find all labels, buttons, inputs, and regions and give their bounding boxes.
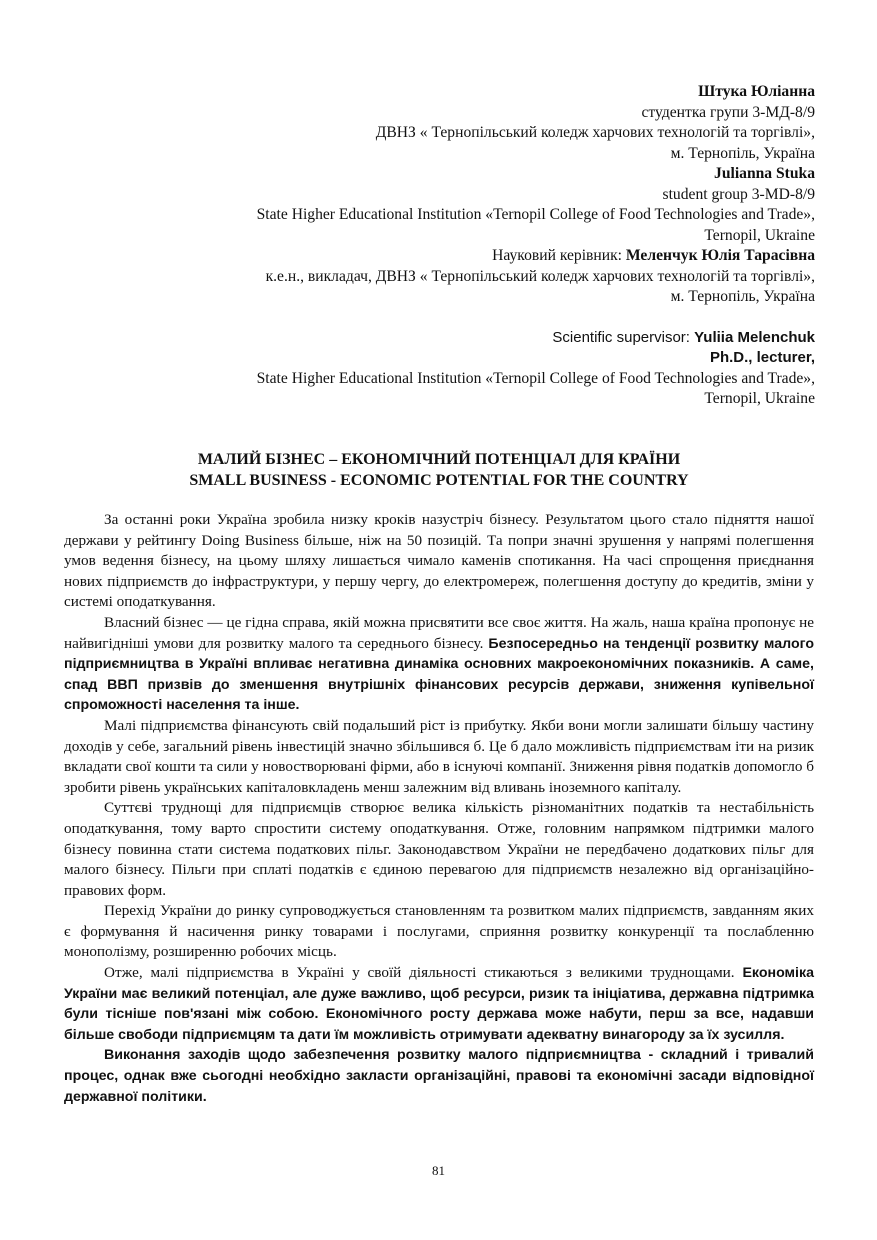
supervisor-city-en: Ternopil, Ukraine [704,390,815,407]
supervisor-name-ua: Меленчук Юлія Тарасівна [625,247,815,264]
supervisor-position-ua: к.е.н., викладач, ДВНЗ « Тернопільський коледж харчових технологій та торгівлі», [265,267,815,285]
supervisor-label-en: Scientific supervisor: [552,328,695,346]
author-institution-en: State Higher Educational Institution «Ternopil College of Food Technologies and Trade», [256,206,815,223]
article-title [100,449,778,491]
author-institution-ua: ДВНЗ « Тернопільський коледж харчових технологій та торгівлі», [375,124,815,141]
paragraph-6: Отже, малі підприємства в Україні у своїй діяльності стикаються з великими труднощами. Економіка України має великий потенціал, але дуже важливо, щоб ресурси, ризик та ініціатива, державна підтримка були тісніше пов'язані між собою. Економічного росту держава може набути, перш за все, надавши більше свободи підприємцям та дати їм можливість отримувати адекватну винагороду за їх зусилля. [64,964,814,1043]
paragraph-1: За останні роки Україна зробила низку кроків назустріч бізнесу. Результатом цього стало підняття нашої держави у рейтингу Doing Business більше, ніж на 50 позицій. Та попри значні зрушення у напрямі полегшення умов ведення бізнесу, на цьому шляху лишається чимало каменів спотикання. На часі спрощення приєднання нових підприємств до інфраструктури, у першу чергу, до електромереж, полегшення доступу до кредитів, зміни у системі оподаткування. [64,511,814,611]
paragraph-4: Суттєві труднощі для підприємців створює велика кількість різноманітних податків та нестабільність оподаткування, тому варто спростити систему оподаткування. Отже, головним напрямком підтримки малого бізнесу повинна стати система податкових пільг. Законодавством України не передбачено додаткових пільг для малого бізнесу. Пільги при сплаті податків є єдиною перевагою для підприємств незалежно від організаційно-правових форм. [64,799,814,899]
author-city-ua: м. Тернопіль, Україна [670,144,815,162]
page-number: 81 [432,1163,445,1178]
paragraph-3: Малі підприємства фінансують свій подальший ріст із прибутку. Якби вони могли залишати більшу частину доходів у себе, загальний рівень інвестицій значно збільшився б. Це б дало можливість підприємствам іти на ризик вкладати свої кошти та сили у новостворювані фірми, або в існуючі компанії. Зниження рівня податків допомогло б зробити рівень українських капіталовкладень менш залежним від вливань іноземного капіталу. [64,716,814,796]
supervisor-institution-en: State Higher Educational Institution «Ternopil College of Food Technologies and Trade», [256,369,815,387]
paragraph-5: Перехід України до ринку супроводжується становленням та розвитком малих підприємств, завданням яких є формування й насичення ринку товарами і послугами, сприяння розвитку конкуренції та послабленню монополізму, розширенню робочих місць. [64,902,814,961]
supervisor-label-ua: Науковий керівник: [492,247,626,264]
author-city-en: Ternopil, Ukraine [704,226,815,244]
supervisor-line-en [100,328,815,349]
supervisor-name-en: Yuliia Melenchuk [694,328,815,346]
paragraph-2-emphasis: Безпосередньо на тенденції розвитку малого підприємництва в Україні впливає негативна динаміка основних макроекономічних показників. А саме, спад ВВП призвів до зменшення внутрішніх фінансових ресурсів держави, зниження купівельної спроможності населення та інше. [64,635,815,714]
title-en: SMALL BUSINESS - ECONOMIC POTENTIAL FOR THE COUNTRY [189,472,689,489]
supervisor-line-ua [100,246,815,267]
title-ua: МАЛИЙ БІЗНЕС – ЕКОНОМІЧНИЙ ПОТЕНЦІАЛ ДЛЯ КРАЇНИ [197,451,681,468]
paragraph-6-emphasis: Економіка України має великий потенціал, але дуже важливо, щоб ресурси, ризик та ініціатива, державна підтримка були тісніше пов'язані між собою. Економічного росту держава може набути, перш за все, надавши більше свободи підприємцям та дати їм можливість отримувати адекватну винагороду за їх зусилля. [64,965,814,1043]
supervisor-position-en: Ph.D., lecturer, [709,349,815,366]
supervisor-city-ua: м. Тернопіль, Україна [670,288,815,305]
author-group-ua: студентка групи 3-МД-8/9 [641,103,815,121]
author-block [100,82,815,410]
paragraph-2: Власний бізнес — це гідна справа, якій можна присвятити все своє життя. На жаль, наша країна пропонує не найвигідніші умови для розвитку малого та середнього бізнесу. Безпосередньо на тенденції розвитку малого підприємництва в Україні впливає негативна динаміка основних макроекономічних показників. А саме, спад ВВП призвів до зменшення внутрішніх фінансових ресурсів держави, зниження купівельної спроможності населення та інше. [64,613,815,714]
paragraph-7: Виконання заходів щодо забезпечення розвитку малого підприємництва - складний і тривалий процес, однак вже сьогодні необхідно закласти організаційні, правові та економічні засади відповідної державної політики. [64,1047,814,1105]
article-body [64,510,814,1107]
author-group-en: student group 3-MD-8/9 [662,185,815,203]
author-name-en: Julianna Stuka [714,165,815,182]
author-name-ua: Штука Юліанна [698,83,815,100]
